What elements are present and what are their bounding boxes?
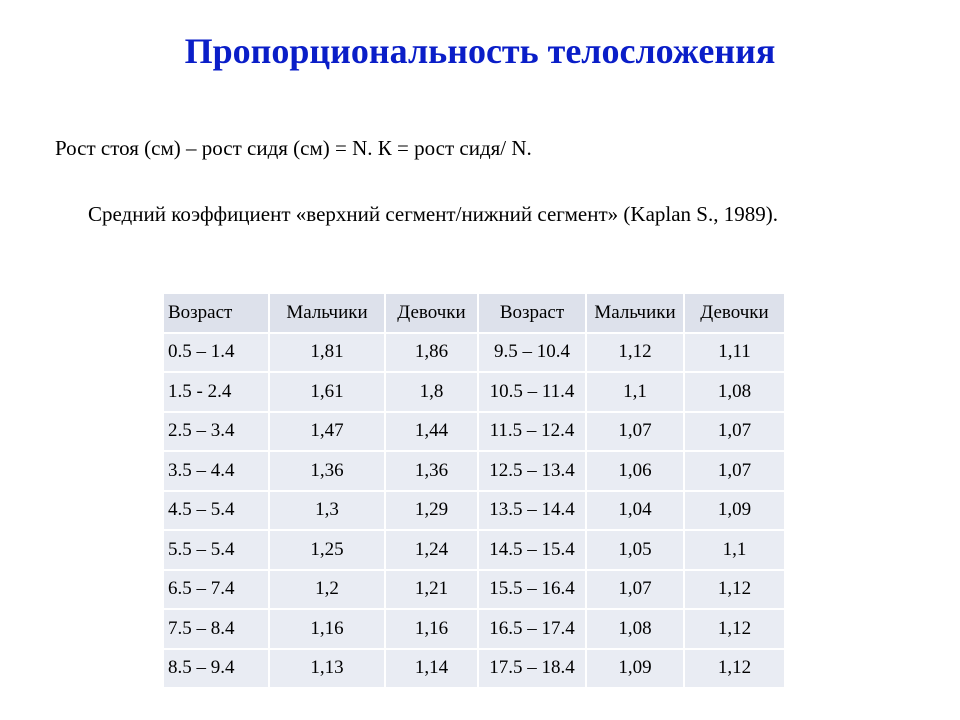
table-cell: 1,86 bbox=[386, 334, 477, 372]
table-cell: 1,11 bbox=[685, 334, 784, 372]
table-cell: 14.5 – 15.4 bbox=[479, 531, 585, 569]
table-cell: 7.5 – 8.4 bbox=[164, 610, 268, 648]
table-cell: 1,04 bbox=[587, 492, 683, 530]
table-cell: 4.5 – 5.4 bbox=[164, 492, 268, 530]
table-cell: 1,1 bbox=[587, 373, 683, 411]
table-cell: 0.5 – 1.4 bbox=[164, 334, 268, 372]
table-cell: 1,44 bbox=[386, 413, 477, 451]
header-cell: Возраст bbox=[479, 294, 585, 332]
table-cell: 1,13 bbox=[270, 650, 384, 688]
table-cell: 1,36 bbox=[386, 452, 477, 490]
table-cell: 1,07 bbox=[587, 413, 683, 451]
table-cell: 13.5 – 14.4 bbox=[479, 492, 585, 530]
header-cell: Девочки bbox=[386, 294, 477, 332]
table-cell: 17.5 – 18.4 bbox=[479, 650, 585, 688]
table-row bbox=[164, 571, 784, 609]
table-row bbox=[164, 452, 784, 490]
table-cell: 10.5 – 11.4 bbox=[479, 373, 585, 411]
table-cell: 1,21 bbox=[386, 571, 477, 609]
table-cell: 1,14 bbox=[386, 650, 477, 688]
table-cell: 12.5 – 13.4 bbox=[479, 452, 585, 490]
table-row bbox=[164, 610, 784, 648]
table-cell: 1,81 bbox=[270, 334, 384, 372]
table-cell: 1,25 bbox=[270, 531, 384, 569]
table-header-row bbox=[164, 294, 784, 332]
table-cell: 1,1 bbox=[685, 531, 784, 569]
table-cell: 3.5 – 4.4 bbox=[164, 452, 268, 490]
page-title: Пропорциональность телосложения bbox=[184, 31, 776, 71]
table-cell: 1,61 bbox=[270, 373, 384, 411]
table-cell: 1,07 bbox=[587, 571, 683, 609]
table-cell: 11.5 – 12.4 bbox=[479, 413, 585, 451]
table-cell: 1,16 bbox=[270, 610, 384, 648]
table-row bbox=[164, 334, 784, 372]
header-cell: Мальчики bbox=[587, 294, 683, 332]
table-cell: 1,47 bbox=[270, 413, 384, 451]
table-cell: 1,12 bbox=[685, 610, 784, 648]
table-cell: 1,08 bbox=[685, 373, 784, 411]
table-cell: 1,09 bbox=[685, 492, 784, 530]
header-cell: Мальчики bbox=[270, 294, 384, 332]
table-row bbox=[164, 373, 784, 411]
table-cell: 1,08 bbox=[587, 610, 683, 648]
table-cell: 1,29 bbox=[386, 492, 477, 530]
table-cell: 1,12 bbox=[685, 571, 784, 609]
table-cell: 1,09 bbox=[587, 650, 683, 688]
formula-text: Рост стоя (см) – рост сидя (см) = N. К = рост сидя/ N. bbox=[55, 136, 532, 160]
table-row bbox=[164, 650, 784, 688]
table-cell: 2.5 – 3.4 bbox=[164, 413, 268, 451]
header-cell: Возраст bbox=[164, 294, 268, 332]
table-row bbox=[164, 413, 784, 451]
table-cell: 1,8 bbox=[386, 373, 477, 411]
table-cell: 1,24 bbox=[386, 531, 477, 569]
table-cell: 16.5 – 17.4 bbox=[479, 610, 585, 648]
table-cell: 15.5 – 16.4 bbox=[479, 571, 585, 609]
table-cell: 1,12 bbox=[685, 650, 784, 688]
table-cell: 6.5 – 7.4 bbox=[164, 571, 268, 609]
table-cell: 1,36 bbox=[270, 452, 384, 490]
table-cell: 9.5 – 10.4 bbox=[479, 334, 585, 372]
coefficient-table bbox=[162, 292, 786, 689]
table-cell: 5.5 – 5.4 bbox=[164, 531, 268, 569]
table-row bbox=[164, 492, 784, 530]
table-cell: 1,07 bbox=[685, 452, 784, 490]
table-cell: 1,06 bbox=[587, 452, 683, 490]
table-row bbox=[164, 531, 784, 569]
table-cell: 8.5 – 9.4 bbox=[164, 650, 268, 688]
table-cell: 1,05 bbox=[587, 531, 683, 569]
table-cell: 1,2 bbox=[270, 571, 384, 609]
table-cell: 1.5 - 2.4 bbox=[164, 373, 268, 411]
header-cell: Девочки bbox=[685, 294, 784, 332]
table-cell: 1,16 bbox=[386, 610, 477, 648]
table-cell: 1,07 bbox=[685, 413, 784, 451]
table-cell: 1,3 bbox=[270, 492, 384, 530]
table-caption: Средний коэффициент «верхний сегмент/нижний сегмент» (Kaplan S., 1989). bbox=[88, 202, 778, 226]
table-cell: 1,12 bbox=[587, 334, 683, 372]
